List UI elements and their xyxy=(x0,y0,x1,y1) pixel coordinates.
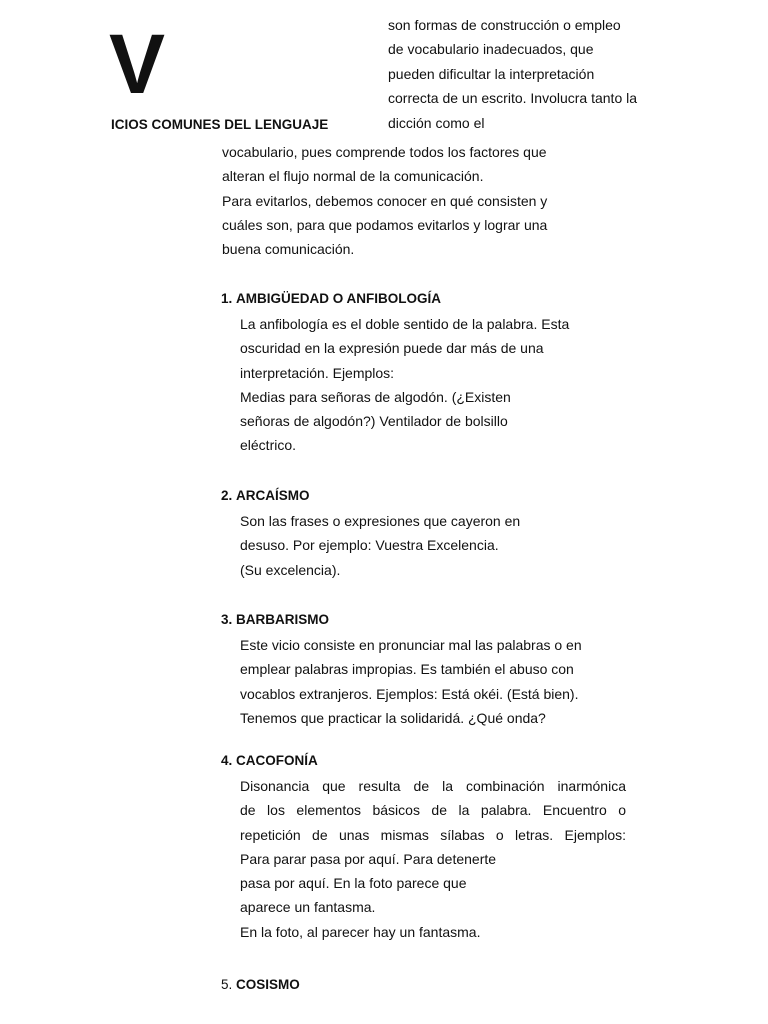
intro-paragraph xyxy=(222,140,547,261)
section-number: 2. xyxy=(221,488,233,503)
intro-line: correcta de un escrito. Involucra tanto la xyxy=(388,90,638,107)
intro-line: pueden dificultar la interpretación xyxy=(388,65,595,82)
body-line: En la foto, al parecer hay un fantasma. xyxy=(240,923,481,940)
section-number: 4. xyxy=(221,753,233,768)
section-number: 3. xyxy=(221,612,233,627)
section-name: ARCAÍSMO xyxy=(236,488,310,503)
body-line: señoras de algodón?) Ventilador de bolsillo xyxy=(240,413,508,430)
section-heading xyxy=(221,611,582,629)
section-heading xyxy=(221,976,300,994)
section-ambiguedad xyxy=(221,290,569,458)
section-body xyxy=(240,509,520,582)
body-line: Para parar pasa por aquí. Para detenerte xyxy=(240,850,497,867)
section-name: AMBIGÜEDAD O ANFIBOLOGÍA xyxy=(236,291,442,306)
body-line: de los elementos básicos de la palabra. Encuentro o xyxy=(240,802,626,819)
body-line: (Su excelencia). xyxy=(240,561,341,578)
body-line: desuso. Por ejemplo: Vuestra Excelencia. xyxy=(240,537,499,554)
section-heading xyxy=(221,290,569,308)
justified-block xyxy=(240,774,626,847)
body-line: La anfibología es el doble sentido de la palabra. Esta xyxy=(240,316,570,332)
section-barbarismo xyxy=(221,611,582,730)
section-body xyxy=(240,774,626,944)
intro-line: dicción como el xyxy=(388,114,485,131)
intro-line: buena comunicación. xyxy=(222,241,355,258)
section-body xyxy=(240,633,582,730)
section-heading xyxy=(221,487,520,505)
body-line: oscuridad en la expresión puede dar más de una xyxy=(240,340,544,357)
section-name: COSISMO xyxy=(236,977,300,992)
body-line: Disonancia que resulta de la combinación inarmónica xyxy=(240,778,626,794)
document-title: ICIOS COMUNES DEL LENGUAJE xyxy=(111,117,329,132)
intro-line: de vocabulario inadecuados, que xyxy=(388,41,594,58)
body-line: pasa por aquí. En la foto parece que xyxy=(240,875,467,892)
intro-line: son formas de construcción o empleo xyxy=(388,17,621,33)
section-name: BARBARISMO xyxy=(236,612,330,627)
section-number: 1. xyxy=(221,291,233,306)
body-line: Este vicio consiste en pronunciar mal las palabras o en xyxy=(240,637,582,653)
body-line: eléctrico. xyxy=(240,437,297,454)
section-name: CACOFONÍA xyxy=(236,753,318,768)
body-line: interpretación. Ejemplos: xyxy=(240,364,395,381)
intro-line: alteran el flujo normal de la comunicación. xyxy=(222,168,484,185)
body-line: Son las frases o expresiones que cayeron en xyxy=(240,513,521,529)
section-body xyxy=(240,312,569,458)
body-line: repetición de unas mismas sílabas o letras. Ejemplos: xyxy=(240,826,626,843)
section-cacofonia xyxy=(221,752,626,944)
intro-line: cuáles son, para que podamos evitarlos y lograr una xyxy=(222,216,548,233)
section-arcaismo xyxy=(221,487,520,582)
body-line: emplear palabras impropias. Es también el abuso con xyxy=(240,661,574,678)
drop-cap: V xyxy=(109,17,166,111)
intro-line: vocabulario, pues comprende todos los factores que xyxy=(222,144,547,160)
section-cosismo xyxy=(221,976,300,994)
body-line: aparece un fantasma. xyxy=(240,899,376,916)
intro-line: Para evitarlos, debemos conocer en qué consisten y xyxy=(222,192,548,209)
body-line: Tenemos que practicar la solidaridá. ¿Qué onda? xyxy=(240,709,546,726)
section-heading xyxy=(221,752,626,770)
body-line: vocablos extranjeros. Ejemplos: Está okéi. (Está bien). xyxy=(240,685,579,702)
intro-right-column xyxy=(388,13,678,135)
body-line: Medias para señoras de algodón. (¿Existen xyxy=(240,388,511,405)
section-number: 5. xyxy=(221,977,233,992)
